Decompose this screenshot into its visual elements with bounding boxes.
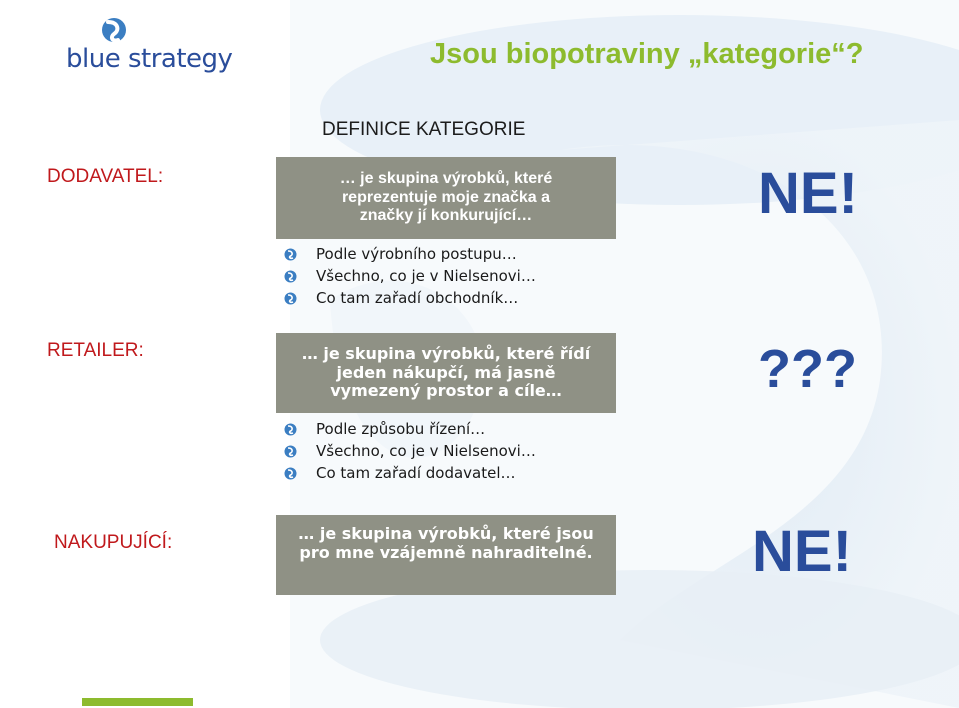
row-label-dodavatel: DODAVATEL: (47, 166, 164, 187)
verdict-retailer: ??? (758, 339, 857, 399)
bullet-list-retailer (280, 418, 536, 484)
definition-line: vymezený prostor a cíle… (330, 381, 562, 401)
definition-line: … je skupina výrobků, které (339, 169, 553, 187)
blue-swirl-bullet-icon (284, 292, 297, 305)
brand-name: blue strategy (66, 44, 233, 74)
verdict-dodavatel: NE! (758, 161, 858, 226)
list-item: Co tam zařadí dodavatel… (280, 462, 536, 484)
definition-box-nakupujici (276, 515, 616, 595)
bullet-list-dodavatel (280, 243, 536, 309)
blue-swirl-bullet-icon (284, 467, 297, 480)
definition-line: reprezentuje moje značka a (341, 188, 551, 206)
list-item: Podle výrobního postupu… (280, 243, 536, 265)
blue-swirl-bullet-icon (284, 445, 297, 458)
verdict-nakupujici: NE! (752, 519, 852, 584)
definition-box-retailer (276, 333, 616, 413)
row-label-nakupujici: NAKUPUJÍCÍ: (54, 532, 173, 553)
list-item: Co tam zařadí obchodník… (280, 287, 536, 309)
definition-line: pro mne vzájemně nahraditelné. (299, 542, 593, 562)
list-item: Podle způsobu řízení… (280, 418, 536, 440)
definition-box-dodavatel (276, 157, 616, 239)
section-subtitle: DEFINICE KATEGORIE (322, 119, 526, 140)
blue-swirl-bullet-icon (284, 423, 297, 436)
definition-line: … je skupina výrobků, které jsou (298, 524, 594, 543)
footer-accent-bar (82, 698, 193, 706)
definition-line: jeden nákupčí, má jasně (336, 362, 556, 382)
list-item: Všechno, co je v Nielsenovi… (280, 440, 536, 462)
page-title: Jsou biopotraviny „kategorie“? (430, 38, 864, 70)
list-item: Všechno, co je v Nielsenovi… (280, 265, 536, 287)
blue-swirl-bullet-icon (284, 248, 297, 261)
blue-swirl-bullet-icon (284, 270, 297, 283)
definition-line: … je skupina výrobků, které řídí (301, 343, 591, 363)
row-label-retailer: RETAILER: (47, 340, 144, 361)
definition-line: značky jí konkurující… (359, 207, 533, 225)
